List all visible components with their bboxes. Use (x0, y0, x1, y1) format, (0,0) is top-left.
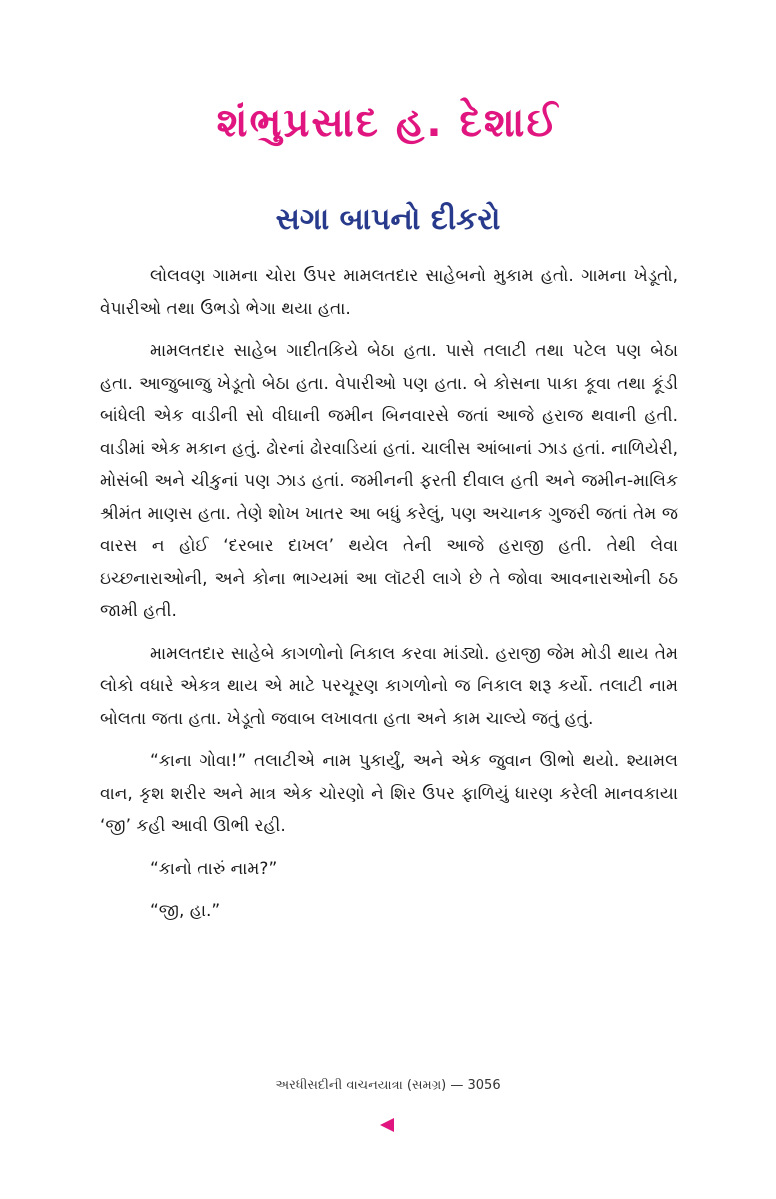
author-name: શંભુપ્રસાદ હ. દેશાઈ (216, 100, 560, 146)
paragraph: “જી, હા.” (150, 901, 221, 921)
paragraph: “કાનો તારું નામ?” (150, 858, 278, 879)
story-title: સગા બાપનો દીકરો (275, 202, 501, 237)
paragraph: લોલવણ ગામના ચોરા ઉપર મામલતદાર સાહેબનો મુકામ હતો. ગામના ખેડૂતો, વેપારીઓ તથા ઉભડો ભેગા થયા હતા. (100, 266, 678, 319)
story-body (100, 260, 678, 938)
previous-page-arrow-icon[interactable] (380, 1118, 394, 1132)
footer-page-info: અરધીસદીની વાચનયાત્રા (સમગ્ર) — 3056 (275, 1078, 501, 1093)
paragraph: મામલતદાર સાહેબ ગાદીતકિયે બેઠા હતા. પાસે તલાટી તથા પટેલ પણ બેઠા હતા. આજુબાજુ ખેડૂતો બેઠા હતા. વેપારીઓ પણ હતા. બે કોસના પાકા કૂવા તથા કૂંડી બાંધેલી એક વાડીની સો વીઘાની જમીન બિનવારસે જતાં આજે હરાજ થવાની હતી. વાડીમાં એક મકાન હતું. ઢોરનાં ઢોરવાડિયાં હતાં. ચાલીસ આંબાનાં ઝાડ હતાં. નાળિયેરી, મોસંબી અને ચીકુનાં પણ ઝાડ હતાં. જમીનની ફરતી દીવાલ હતી અને જમીન-માલિક શ્રીમંત માણસ હતા. તેણે શોખ ખાતર આ બધું કરેલું, પણ અચાનક ગુજરી જતાં તેમ જ વારસ ન હોઈ ‘દરબાર દાખલ’ થયેલ તેની આજે હરાજી હતી. તેથી લેવા ઇચ્છનારાઓની, અને કોના ભાગ્યમાં આ લૉટરી લાગે છે તે જોવા આવનારાઓની ઠઠ જામી હતી. (100, 341, 678, 621)
paragraph: “કાના ગોવા!” તલાટીએ નામ પુકાર્યું, અને એક જુવાન ઊભો થયો. શ્યામલ વાન, કૃશ શરીર અને માત્ર એક ચોરણો ને શિર ઉપર ફાળિયું ધારણ કરેલી માનવકાયા ‘જી’ કહી આવી ઊભી રહી. (100, 751, 678, 836)
paragraph: મામલતદાર સાહેબે કાગળોનો નિકાલ કરવા માંડ્યો. હરાજી જેમ મોડી થાય તેમ લોકો વધારે એકત્ર થાય એ માટે પરચૂરણ કાગળોનો જ નિકાલ શરૂ કર્યો. તલાટી નામ બોલતા જતા હતા. ખેડૂતો જવાબ લખાવતા હતા અને કામ ચાલ્યે જતું હતું. (100, 643, 678, 729)
